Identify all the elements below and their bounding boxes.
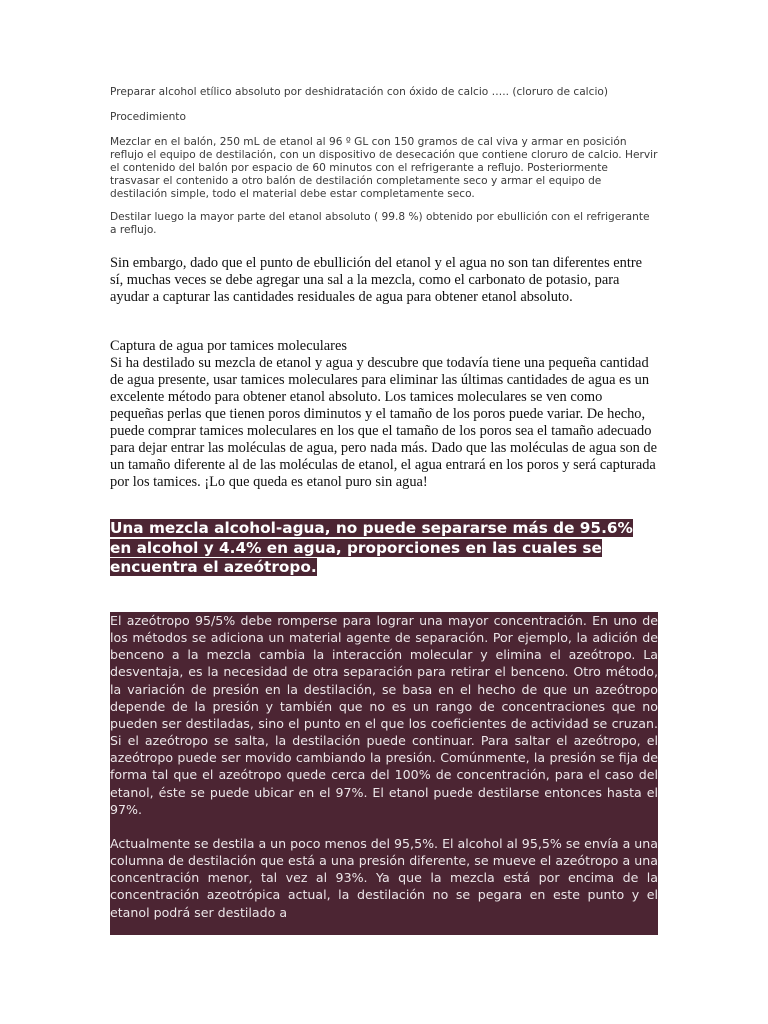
azeotrope-paragraph-1: El azeótropo 95/5% debe romperse para lograr una mayor concentración. En uno de los métodos se adiciona un material agente de separación. Por ejemplo, la adición de benceno a la mezcla cambia la interacción molecular y elimina el azeótropo. La desventaja, es la necesidad de otra separación para retirar el benceno. Otro método, la variación de presión en la destilación, se basa en el hecho de que un azeótropo depende de la presión y también que no es un rango de concentraciones que no pueden ser destiladas, sino el punto en el que los coeficientes de actividad se cruzan. Si el azeótropo se salta, la destilación puede continuar. Para saltar el azeótropo, el azeótropo puede ser movido cambiando la presión. Comúnmente, la presión se fija de forma tal que el azeótropo quede cerca del 100% de concentración, para el caso del etanol, éste se puede ubicar en el 97%. El etanol puede destilarse entonces hasta el 97%. (110, 613, 658, 817)
sieves-paragraph: Si ha destilado su mezcla de etanol y agua y descubre que todavía tiene una pequeña cantidad de agua presente, usar tamices moleculares para eliminar las últimas cantidades de agua es un excelente método para obtener etanol absoluto. Los tamices moleculares se ven como pequeñas perlas que tienen poros diminutos y el tamaño de los poros puede variar. De hecho, puede comprar tamices moleculares en los que el tamaño de los poros sea el tamaño adecuado para dejar entrar las moléculas de agua, pero nada más. Dado que las moléculas de agua son de un tamaño diferente al de las moléculas de etanol, el agua entrará en los poros y será capturada por los tamices. ¡Lo que queda es etanol puro sin agua! (110, 355, 658, 490)
azeotrope-heading (110, 519, 658, 578)
azeotrope-paragraph-2: Actualmente se destila a un poco menos del 95,5%. El alcohol al 95,5% se envía a una columna de destilación que está a una presión diferente, se mueve el azeótropo a una concentración menor, tal vez al 93%. Ya que la mezcla está por encima de la concentración azeotrópica actual, la destilación no se pegara en este punto y el etanol podrá ser destilado a (110, 835, 658, 920)
salt-paragraph: Sin embargo, dado que el punto de ebullición del etanol y el agua no son tan diferentes entre sí, muchas veces se debe agregar una sal a la mezcla, como el carbonato de potasio, para ayudar a capturar las cantidades residuales de agua para obtener etanol absoluto. (110, 255, 643, 305)
sieves-heading: Captura de agua por tamices moleculares (110, 338, 347, 354)
procedure-step-1: Mezclar en el balón, 250 mL de etanol al 96 º GL con 150 gramos de cal viva y armar en posición reflujo el equipo de destilación, con un dispositivo de desecación que contiene cloruro de calcio. Hervir el contenido del balón por espacio de 60 minutos con el refrigerante a reflujo. Posteriormente trasvasar el contenido a otro balón de destilación completamente seco y armar el equipo de destilación simple, todo el material debe estar completamente seco. (110, 136, 658, 200)
azeotrope-dark-section (110, 612, 658, 935)
azeotrope-heading-text: Una mezcla alcohol-agua, no puede separarse más de 95.6% en alcohol y 4.4% en agua, proporciones en las cuales se encuentra el azeótropo. (110, 519, 633, 576)
procedure-step-2: Destilar luego la mayor parte del etanol absoluto ( 99.8 %) obtenido por ebullición con el refrigerante a reflujo. (110, 211, 650, 236)
procedure-title: Preparar alcohol etílico absoluto por deshidratación con óxido de calcio ….. (cloruro de calcio) (110, 86, 609, 98)
procedure-heading: Procedimiento (110, 111, 186, 123)
